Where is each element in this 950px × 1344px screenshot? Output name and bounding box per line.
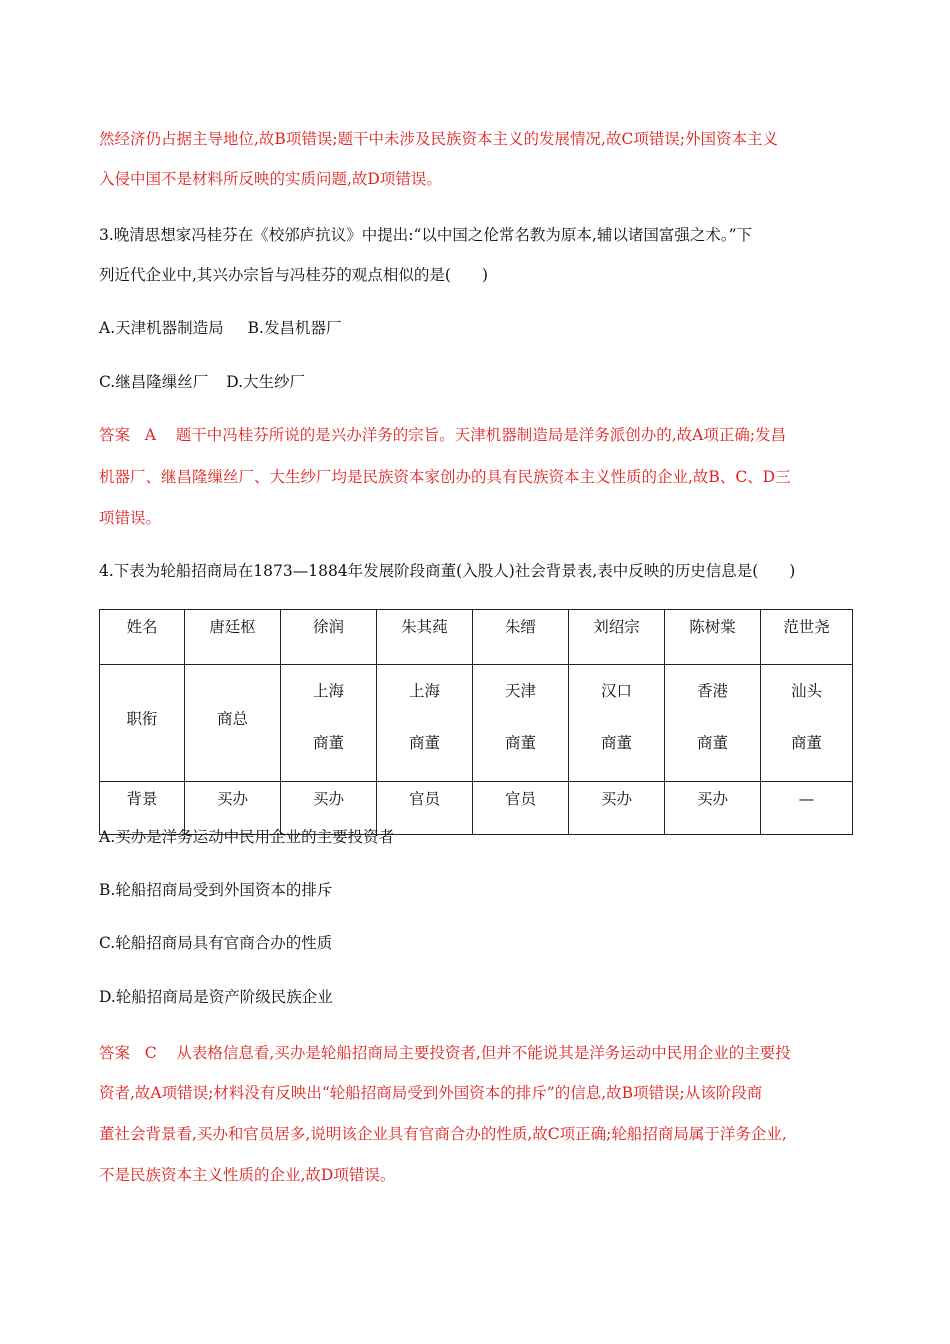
q4-explanation-3: 董社会背景看,买办和官员居多,说明该企业具有官商合办的性质,故C项正确;轮船招商局属于洋务企业, <box>99 1125 787 1143</box>
table-cell <box>569 665 665 782</box>
q3-explanation-1: 题干中冯桂芬所说的是兴办洋务的宗旨。天津机器制造局是洋务派创办的,故A项正确;发昌 <box>175 426 787 444</box>
table-cell: 范世尧 <box>761 610 853 665</box>
q4-stem: 4.下表为轮船招商局在1873—1884年发展阶段商董(入股人)社会背景表,表中反映的历史信息是( ) <box>99 562 796 580</box>
table-cell: 徐润 <box>281 610 377 665</box>
q3-stem-line-1: 3.晚清思想家冯桂芬在《校邠庐抗议》中提出:“以中国之伦常名教为原本,辅以诸国富强之术。”下 <box>99 226 753 244</box>
table-row-names <box>100 610 853 665</box>
title-place: 汉口 <box>600 682 632 700</box>
table-cell: 买办 <box>569 782 665 835</box>
q4-explanation-4: 不是民族资本主义性质的企业,故D项错误。 <box>99 1166 396 1184</box>
title-role: 商董 <box>600 734 632 752</box>
prev-answer-line-1: 然经济仍占据主导地位,故B项错误;题干中未涉及民族资本主义的发展情况,故C项错误;外国资本主义 <box>99 130 779 148</box>
row-label-title: 职衔 <box>126 710 158 728</box>
table-cell: 陈树棠 <box>665 610 761 665</box>
table-cell: 官员 <box>473 782 569 835</box>
title-role: 商董 <box>408 734 440 752</box>
table-cell <box>100 665 185 782</box>
merchants-table <box>99 609 853 835</box>
q4-explanation-2: 资者,故A项错误;材料没有反映出“轮船招商局受到外国资本的排斥”的信息,故B项错误;从该阶段商 <box>99 1084 763 1102</box>
table-row-titles <box>100 665 853 782</box>
title-place: 天津 <box>504 682 536 700</box>
q4-explanation-1: 从表格信息看,买办是轮船招商局主要投资者,但并不能说其是洋务运动中民用企业的主要投 <box>176 1044 791 1062</box>
q3-stem-line-2: 列近代企业中,其兴办宗旨与冯桂芬的观点相似的是( ) <box>99 266 489 284</box>
q4-option-a: A.买办是洋务运动中民用企业的主要投资者 <box>99 828 395 846</box>
q4-option-d: D.轮船招商局是资产阶级民族企业 <box>99 988 333 1006</box>
table-cell <box>377 665 473 782</box>
q4-answer-letter: C <box>144 1044 157 1062</box>
q3-options-cd <box>99 361 859 403</box>
q3-answer-line-1 <box>99 414 859 456</box>
table-cell <box>665 665 761 782</box>
q3-options-ab <box>99 307 859 349</box>
title-role: 商董 <box>312 734 344 752</box>
q3-answer-letter: A <box>144 426 156 444</box>
q4-answer-label: 答案 <box>99 1044 131 1062</box>
q3-option-d: D.大生纱厂 <box>226 373 306 391</box>
title-place: 上海 <box>408 682 440 700</box>
table-cell <box>185 665 281 782</box>
table-cell: 买办 <box>185 782 281 835</box>
table-cell: 买办 <box>281 782 377 835</box>
prev-answer-line-2: 入侵中国不是材料所反映的实质问题,故D项错误。 <box>99 170 442 188</box>
table-cell: 唐廷枢 <box>185 610 281 665</box>
table-cell: — <box>761 782 853 835</box>
table-cell <box>281 665 377 782</box>
table-cell: 刘绍宗 <box>569 610 665 665</box>
q3-option-c: C.继昌隆缫丝厂 <box>99 373 209 391</box>
table-cell: 朱缙 <box>473 610 569 665</box>
title-place: 汕头 <box>790 682 822 700</box>
table-cell: 朱其莼 <box>377 610 473 665</box>
table-cell: 官员 <box>377 782 473 835</box>
q3-option-b: B.发昌机器厂 <box>247 319 342 337</box>
table-cell <box>761 665 853 782</box>
title-role: 商董 <box>790 734 822 752</box>
table-cell: 背景 <box>100 782 185 835</box>
title-place: 香港 <box>696 682 728 700</box>
q3-option-a: A.天津机器制造局 <box>99 319 224 337</box>
q4-option-c: C.轮船招商局具有官商合办的性质 <box>99 934 333 952</box>
title-place: 上海 <box>312 682 344 700</box>
title-role: 商董 <box>696 734 728 752</box>
title-role: 商董 <box>504 734 536 752</box>
table-cell: 买办 <box>665 782 761 835</box>
q3-explanation-2: 机器厂、继昌隆缫丝厂、大生纱厂均是民族资本家创办的具有民族资本主义性质的企业,故B、C、D三 <box>99 468 791 486</box>
title-value: 商总 <box>216 710 248 728</box>
q3-explanation-3: 项错误。 <box>99 509 162 527</box>
q4-answer-line-1 <box>99 1032 859 1074</box>
table-cell <box>473 665 569 782</box>
q4-option-b: B.轮船招商局受到外国资本的排斥 <box>99 881 333 899</box>
q3-answer-label: 答案 <box>99 426 131 444</box>
table-cell: 姓名 <box>100 610 185 665</box>
